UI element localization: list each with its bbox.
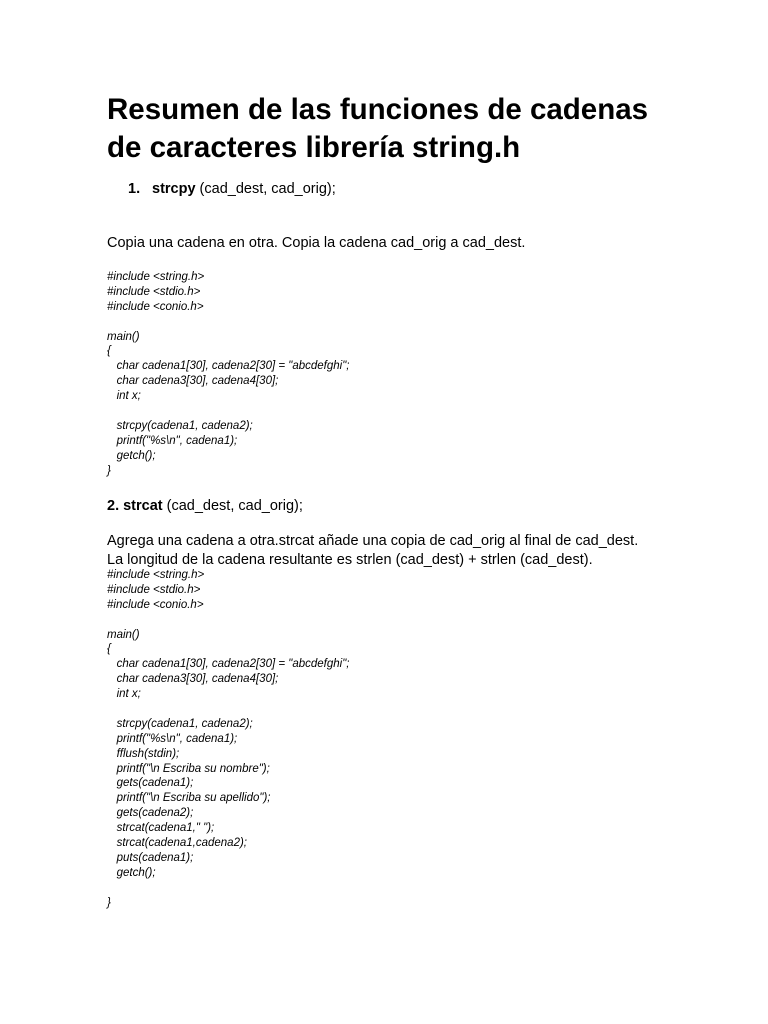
code-line: #include <stdio.h> bbox=[107, 285, 201, 298]
code-line bbox=[107, 881, 350, 896]
code-line: { bbox=[107, 345, 111, 358]
code-line: fflush(stdin); bbox=[107, 747, 180, 760]
code-line: puts(cadena1); bbox=[107, 851, 194, 864]
code-line bbox=[107, 404, 350, 419]
section-2-description-line: Agrega una cadena a otra.strcat añade una copia de cad_orig al final de cad_dest. bbox=[107, 533, 639, 549]
code-line: int x; bbox=[107, 390, 141, 403]
section-2-signature: (cad_dest, cad_orig); bbox=[162, 498, 303, 514]
section-2-function-name: 2. strcat bbox=[107, 498, 163, 514]
document-title bbox=[107, 91, 727, 167]
section-2-code-block bbox=[107, 568, 350, 910]
code-line: } bbox=[107, 896, 111, 909]
section-1-number: 1. bbox=[128, 181, 141, 197]
code-line bbox=[107, 613, 350, 628]
code-line: gets(cadena2); bbox=[107, 807, 194, 820]
code-line: char cadena1[30], cadena2[30] = "abcdefghi"; bbox=[107, 658, 350, 671]
code-line: char cadena3[30], cadena4[30]; bbox=[107, 673, 279, 686]
code-line: char cadena3[30], cadena4[30]; bbox=[107, 375, 279, 388]
section-2-description-line: La longitud de la cadena resultante es strlen (cad_dest) + strlen (cad_dest). bbox=[107, 552, 593, 568]
code-line: printf("\n Escriba su apellido"); bbox=[107, 792, 271, 805]
code-line: #include <conio.h> bbox=[107, 598, 204, 611]
code-line: strcpy(cadena1, cadena2); bbox=[107, 419, 253, 432]
section-1-description-text: Copia una cadena en otra. Copia la cadena cad_orig a cad_dest. bbox=[107, 235, 526, 251]
code-line: getch(); bbox=[107, 449, 156, 462]
code-line: getch(); bbox=[107, 866, 156, 879]
section-1-description bbox=[107, 234, 707, 253]
code-line: #include <string.h> bbox=[107, 271, 205, 283]
code-line: int x; bbox=[107, 688, 141, 701]
code-line: printf("%s\n", cadena1); bbox=[107, 434, 238, 447]
title-line-1: Resumen de las funciones de cadenas bbox=[107, 93, 649, 126]
code-line: } bbox=[107, 464, 111, 477]
section-2-heading bbox=[107, 497, 303, 515]
code-line: printf("\n Escriba su nombre"); bbox=[107, 762, 270, 775]
section-2-description bbox=[107, 532, 707, 570]
code-line bbox=[107, 315, 350, 330]
section-1-signature: (cad_dest, cad_orig); bbox=[195, 181, 336, 197]
code-line: gets(cadena1); bbox=[107, 777, 194, 790]
code-line: char cadena1[30], cadena2[30] = "abcdefghi"; bbox=[107, 360, 350, 373]
code-line: main() bbox=[107, 330, 140, 343]
code-line: #include <stdio.h> bbox=[107, 583, 201, 596]
code-line bbox=[107, 702, 350, 717]
section-1-function-name: strcpy bbox=[152, 181, 196, 197]
section-1-heading bbox=[128, 180, 336, 198]
code-line: printf("%s\n", cadena1); bbox=[107, 732, 238, 745]
code-line: { bbox=[107, 643, 111, 656]
code-line: strcpy(cadena1, cadena2); bbox=[107, 717, 253, 730]
title-line-2: de caracteres librería string.h bbox=[107, 131, 521, 164]
code-line: #include <conio.h> bbox=[107, 300, 204, 313]
code-line: strcat(cadena1,cadena2); bbox=[107, 837, 247, 850]
section-1-code-block bbox=[107, 270, 350, 478]
code-line: #include <string.h> bbox=[107, 569, 205, 581]
code-line: main() bbox=[107, 628, 140, 641]
code-line: strcat(cadena1," "); bbox=[107, 822, 215, 835]
